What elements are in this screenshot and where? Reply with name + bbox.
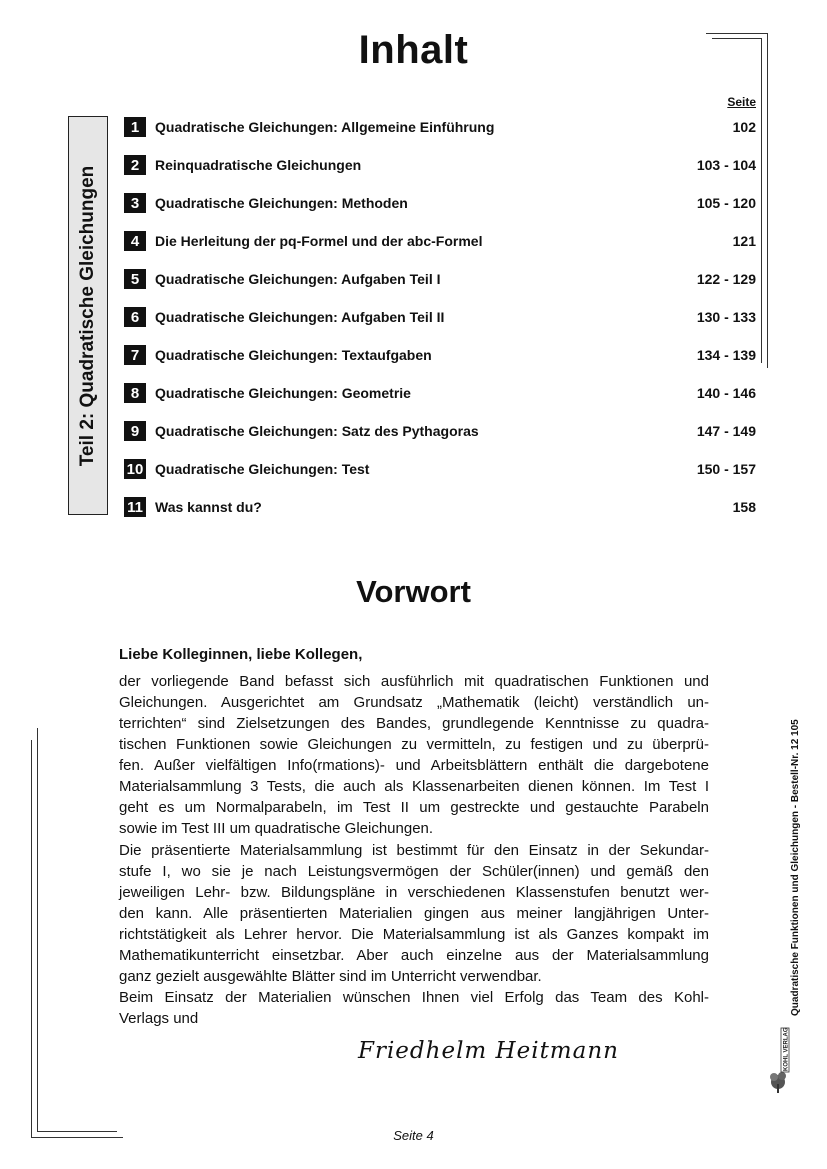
toc-title: Quadratische Gleichungen: Satz des Pythagoras [155,423,479,439]
toc-number: 4 [124,231,146,251]
toc-number: 9 [124,421,146,441]
toc-title: Quadratische Gleichungen: Methoden [155,195,408,211]
toc-row [124,268,756,290]
toc-title: Quadratische Gleichungen: Test [155,461,370,477]
toc-row [124,382,756,404]
toc-row [124,154,756,176]
toc-row [124,344,756,366]
text-line: der vorliegende Band befasst sich ausführlich mit quadratischen Funktionen und [119,673,709,690]
text-line: fen. Außer vielfältigen Info(rmations)- und Arbeitsblättern enthält die dargebotene [119,757,709,774]
toc-number: 3 [124,193,146,213]
toc-row [124,230,756,252]
toc-number: 2 [124,155,146,175]
toc-title: Quadratische Gleichungen: Geometrie [155,385,411,401]
toc-title: Quadratische Gleichungen: Textaufgaben [155,347,432,363]
toc-pages: 134 - 139 [696,347,756,363]
pages-column-label: Seite [727,95,756,109]
text-line: Gleichungen. Ausgerichtet am Grundsatz „Mathematik (leicht) verständlich un- [119,694,709,711]
frame-bottom-left-v2 [37,728,38,1132]
frame-top-right-v1 [767,33,768,368]
text-line: Mathematikunterricht einsetzbar. Aber auch einzelne aus der Materialsammlung [119,947,709,964]
toc-number: 1 [124,117,146,137]
toc-title: Quadratische Gleichungen: Allgemeine Einführung [155,119,495,135]
toc-title: Quadratische Gleichungen: Aufgaben Teil II [155,309,445,325]
foreword-paragraph-3 [119,987,709,1029]
toc-pages: 150 - 157 [696,461,756,477]
toc-row [124,458,756,480]
toc-number: 11 [124,497,146,517]
text-line: den kann. Alle präsentierten Materialien gingen aus meiner langjährigen Unter- [119,905,709,922]
text-line: richtstätigkeit als Lehrer hervor. Die Materialsammlung ist als Ganzes kompakt im [119,926,709,943]
toc-pages: 102 [732,119,756,135]
text-line: Materialsammlung 3 Tests, die auch als Klassenarbeiten dienen können. Im Test I [119,778,709,795]
toc-pages: 130 - 133 [696,309,756,325]
text-line: tischen Funktionen sowie Gleichungen zu vermitteln, zu festigen und zu überprü- [119,736,709,753]
toc-pages: 122 - 129 [696,271,756,287]
toc-number: 10 [124,459,146,479]
toc-title: Die Herleitung der pq-Formel und der abc-Formel [155,233,483,249]
text-line: ganz gezielt ausgewählte Blätter sind im Unterricht verwendbar. [119,968,542,985]
toc-row [124,420,756,442]
frame-bottom-left-v1 [31,740,32,1138]
toc-number: 5 [124,269,146,289]
toc-pages: 140 - 146 [696,385,756,401]
text-line: Die präsentierte Materialsammlung ist bestimmt für den Einsatz in der Sekundar- [119,842,709,859]
toc-pages: 105 - 120 [696,195,756,211]
signature: Friedhelm Heitmann [358,1038,619,1064]
text-line: geht es um Normalparabeln, im Test II um gestreckte und gestauchte Parabeln [119,799,709,816]
toc-pages: 158 [732,499,756,515]
toc-row [124,496,756,518]
toc-row [124,116,756,138]
logo-text: KOHL VERLAG [783,1027,790,1071]
toc-pages: 147 - 149 [696,423,756,439]
toc-number: 8 [124,383,146,403]
text-line: jeweiligen Lehr- bzw. Bildungspläne in verschiedenen Klassenstufen benutzt wer- [119,884,709,901]
foreword-title: Vorwort [356,574,471,609]
text-line: Verlags und [119,1010,199,1027]
salutation: Liebe Kolleginnen, liebe Kollegen, [119,646,363,663]
frame-top-right-v2 [761,38,762,363]
text-line: terrichten“ sind Zielsetzungen des Bandes, grundlegende Kenntnisse zu quadra- [119,715,709,732]
toc-number: 7 [124,345,146,365]
text-line: Beim Einsatz der Materialien wünschen Ihnen viel Erfolg das Team des Kohl- [119,989,709,1006]
toc-number: 6 [124,307,146,327]
foreword-paragraph-1 [119,671,709,839]
side-note: Quadratische Funktionen und Gleichungen - Bestell-Nr. 12 105 [790,719,801,1016]
toc-row [124,192,756,214]
page-number: Seite 4 [393,1128,434,1143]
toc-pages: 121 [732,233,756,249]
toc-pages: 103 - 104 [696,157,756,173]
text-line: sowie im Test III um quadratische Gleichungen. [119,820,434,837]
page-title: Inhalt [358,28,469,72]
toc-title: Was kannst du? [155,499,262,515]
toc-title: Quadratische Gleichungen: Aufgaben Teil I [155,271,441,287]
foreword-paragraph-2 [119,840,709,987]
toc-title: Reinquadratische Gleichungen [155,157,362,173]
toc-row [124,306,756,328]
publisher-logo [768,1020,790,1094]
section-label: Teil 2: Quadratische Gleichungen [77,165,98,466]
section-label-box [68,116,108,515]
text-line: stufe I, wo sie je nach Leistungsvermögen der Schüler(innen) und gemäß den [119,863,709,880]
